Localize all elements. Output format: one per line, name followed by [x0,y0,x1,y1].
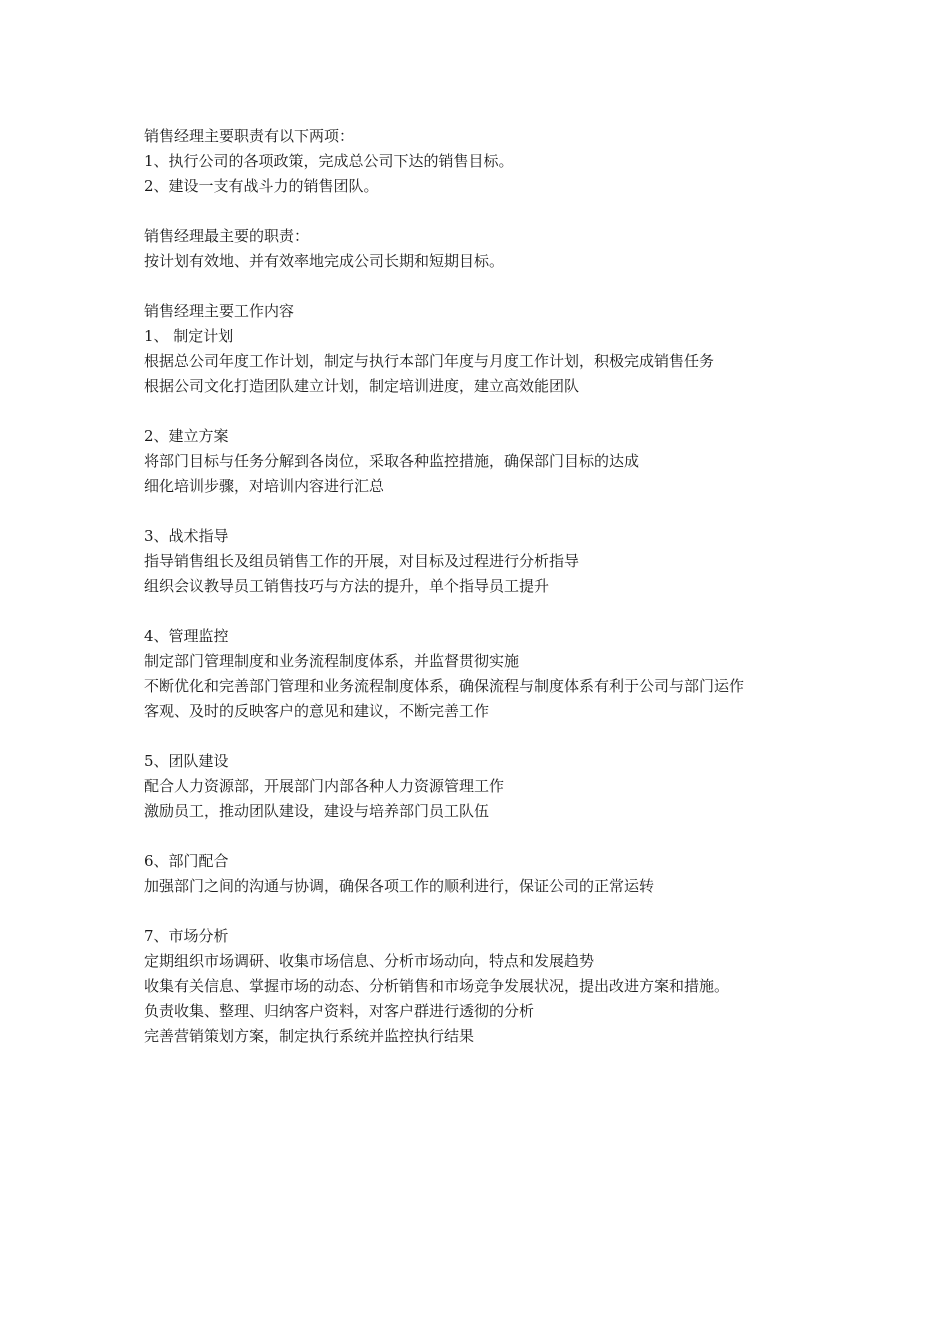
section-title: 4、管理监控 [144,627,229,645]
section-line: 收集有关信息、掌握市场的动态、分析销售和市场竞争发展状况，提出改进方案和措施。 [144,977,730,995]
work-heading: 销售经理主要工作内容 [144,302,295,320]
section-coordination [144,849,824,899]
section-title: 3、战术指导 [144,527,229,545]
blank-line [144,599,824,624]
section-line: 将部门目标与任务分解到各岗位，采取各种监控措施，确保部门目标的达成 [144,452,640,470]
section-tactics [144,524,824,599]
blank-line [144,199,824,224]
section-line: 细化培训步骤，对培训内容进行汇总 [144,477,385,495]
section-line: 根据公司文化打造团队建立计划，制定培训进度，建立高效能团队 [144,377,580,395]
blank-line [144,724,824,749]
core-heading: 销售经理最主要的职责： [144,227,310,245]
section-title: 6、部门配合 [144,852,229,870]
section-monitoring [144,624,824,724]
section-team [144,749,824,824]
section-plan [144,324,824,399]
section-line: 配合人力资源部，开展部门内部各种人力资源管理工作 [144,777,505,795]
intro-item: 2、建设一支有战斗力的销售团队。 [144,177,379,195]
section-line: 完善营销策划方案，制定执行系统并监控执行结果 [144,1027,475,1045]
blank-line [144,274,824,299]
blank-line [144,499,824,524]
section-title: 5、团队建设 [144,752,229,770]
section-title: 1、 制定计划 [144,327,234,345]
section-line: 不断优化和完善部门管理和业务流程制度体系，确保流程与制度体系有利于公司与部门运作 [144,677,745,695]
blank-line [144,899,824,924]
core-text: 按计划有效地、并有效率地完成公司长期和短期目标。 [144,252,505,270]
section-line: 组织会议教导员工销售技巧与方法的提升，单个指导员工提升 [144,577,550,595]
blank-line [144,824,824,849]
section-title: 2、建立方案 [144,427,229,445]
section-line: 指导销售组长及组员销售工作的开展，对目标及过程进行分析指导 [144,552,580,570]
section-line: 制定部门管理制度和业务流程制度体系，并监督贯彻实施 [144,652,520,670]
section-line: 根据总公司年度工作计划，制定与执行本部门年度与月度工作计划，积极完成销售任务 [144,352,715,370]
section-scheme [144,424,824,499]
section-line: 负责收集、整理、归纳客户资料，对客户群进行透彻的分析 [144,1002,535,1020]
section-title: 7、市场分析 [144,927,229,945]
section-line: 定期组织市场调研、收集市场信息、分析市场动向，特点和发展趋势 [144,952,595,970]
section-market [144,924,824,1049]
document-body [144,124,824,1049]
intro-item: 1、执行公司的各项政策，完成总公司下达的销售目标。 [144,152,514,170]
intro-heading: 销售经理主要职责有以下两项： [144,127,355,145]
blank-line [144,399,824,424]
section-line: 加强部门之间的沟通与协调，确保各项工作的顺利进行，保证公司的正常运转 [144,877,655,895]
section-line: 客观、及时的反映客户的意见和建议，不断完善工作 [144,702,490,720]
section-line: 激励员工，推动团队建设，建设与培养部门员工队伍 [144,802,490,820]
